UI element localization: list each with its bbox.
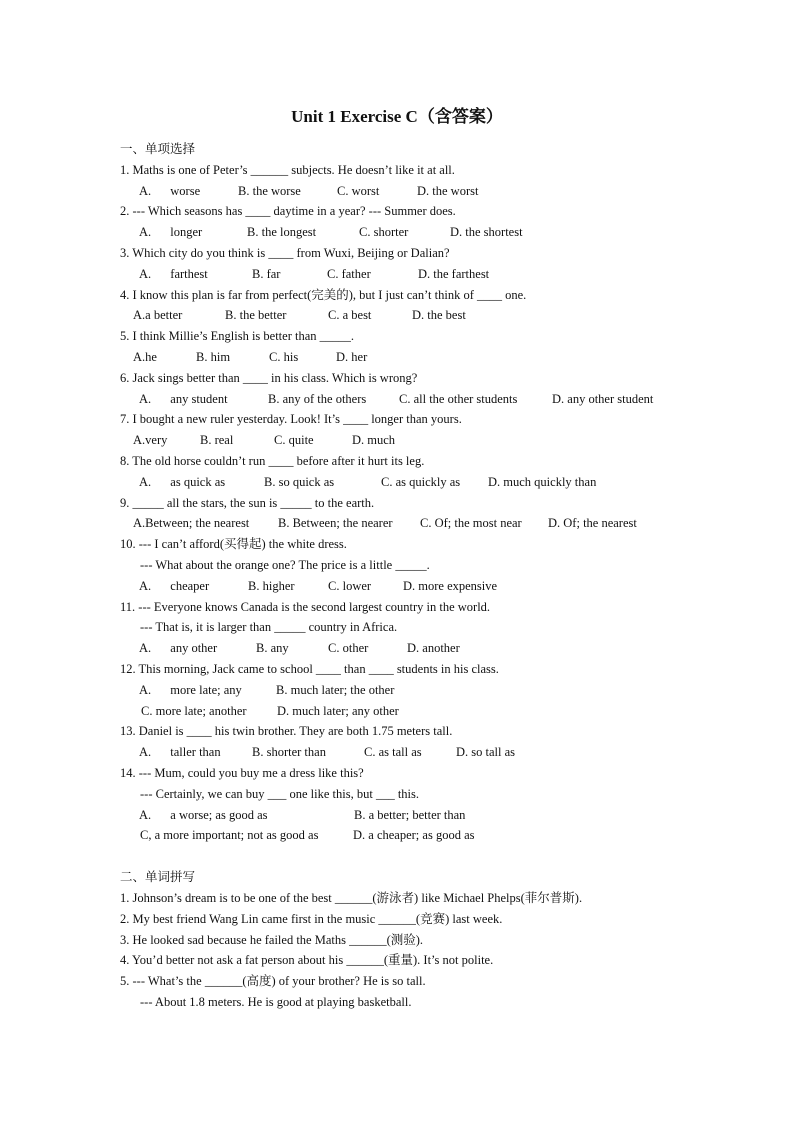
option-b: B. any of the others <box>268 392 367 406</box>
question-stem: 10. --- I can’t afford(买得起) the white dress. <box>120 537 347 551</box>
option-a: A. any other <box>139 641 218 655</box>
option-d: D. the shortest <box>450 225 523 239</box>
option-b: B. real <box>200 433 234 447</box>
option-d: D. much quickly than <box>488 475 597 489</box>
option-d: D. more expensive <box>403 579 498 593</box>
option-a: A. longer <box>139 225 203 239</box>
question-stem: 3. Which city do you think is ____ from Wuxi, Beijing or Dalian? <box>120 246 450 260</box>
spelling-item-continued: --- About 1.8 meters. He is good at playing basketball. <box>140 995 412 1009</box>
option-a: A. a worse; as good as <box>139 808 268 822</box>
option-c: C. as tall as <box>364 745 422 759</box>
option-d: D. much <box>352 433 396 447</box>
option-b: B. the longest <box>247 225 317 239</box>
option-d: D. the worst <box>417 184 479 198</box>
question-stem: 7. I bought a new ruler yesterday. Look! It’s ____ longer than yours. <box>120 412 462 426</box>
question-stem-continued: --- Certainly, we can buy ___ one like this, but ___ this. <box>140 787 419 801</box>
option-c: C. his <box>269 350 299 364</box>
option-c: C. a best <box>328 308 372 322</box>
option-a: A.Between; the nearest <box>133 516 250 530</box>
option-b: B. a better; better than <box>354 808 466 822</box>
option-b: B. so quick as <box>264 475 335 489</box>
option-c: C. other <box>328 641 369 655</box>
option-d: D. her <box>336 350 368 364</box>
option-c: C. lower <box>328 579 372 593</box>
option-a: A.a better <box>133 308 183 322</box>
option-c: C. father <box>327 267 371 281</box>
option-d: D. much later; any other <box>277 704 399 718</box>
option-a: A.very <box>133 433 168 447</box>
option-b: B. Between; the nearer <box>278 516 393 530</box>
question-stem: 13. Daniel is ____ his twin brother. They are both 1.75 meters tall. <box>120 724 453 738</box>
option-a: A.he <box>133 350 157 364</box>
option-a: A. any student <box>139 392 228 406</box>
question-stem: 6. Jack sings better than ____ in his class. Which is wrong? <box>120 371 418 385</box>
option-c: C. more late; another <box>141 704 247 718</box>
question-stem: 11. --- Everyone knows Canada is the second largest country in the world. <box>120 600 491 614</box>
section-heading-spelling: 二、单词拼写 <box>120 870 196 884</box>
option-c: C. as quickly as <box>381 475 461 489</box>
option-c: C, a more important; not as good as <box>140 828 319 842</box>
option-a: A. farthest <box>139 267 208 281</box>
question-stem: 9. _____ all the stars, the sun is _____ to the earth. <box>120 496 375 510</box>
question-stem: 4. I know this plan is far from perfect(完美的), but I just can’t think of ____ one. <box>120 288 527 302</box>
question-stem: 12. This morning, Jack came to school ____ than ____ students in his class. <box>120 662 499 676</box>
option-b: B. shorter than <box>252 745 326 759</box>
option-c: C. Of; the most near <box>420 516 522 530</box>
option-a: A. more late; any <box>139 683 242 697</box>
option-d: D. any other student <box>552 392 654 406</box>
spelling-item: 5. --- What’s the ______(高度) of your brother? He is so tall. <box>120 974 426 988</box>
option-d: D. Of; the nearest <box>548 516 637 530</box>
option-c: C. worst <box>337 184 380 198</box>
option-b: B. much later; the other <box>276 683 395 697</box>
option-b: B. him <box>196 350 231 364</box>
option-b: B. the better <box>225 308 287 322</box>
option-a: A. as quick as <box>139 475 226 489</box>
option-d: D. the best <box>412 308 466 322</box>
spelling-item: 2. My best friend Wang Lin came first in the music ______(竞赛) last week. <box>120 912 503 926</box>
spelling-item: 1. Johnson’s dream is to be one of the best ______(游泳者) like Michael Phelps(菲尔普斯). <box>120 891 583 905</box>
question-stem: 14. --- Mum, could you buy me a dress like this? <box>120 766 364 780</box>
spelling-item: 4. You’d better not ask a fat person about his ______(重量). It’s not polite. <box>120 953 494 967</box>
option-c: C. quite <box>274 433 314 447</box>
option-b: B. the worse <box>238 184 301 198</box>
question-stem: 1. Maths is one of Peter’s ______ subjects. He doesn’t like it at all. <box>120 163 455 177</box>
option-d: D. the farthest <box>418 267 490 281</box>
option-d: D. a cheaper; as good as <box>353 828 475 842</box>
option-a: A. worse <box>139 184 201 198</box>
option-c: C. all the other students <box>399 392 518 406</box>
question-stem: 8. The old horse couldn’t run ____ before after it hurt its leg. <box>120 454 425 468</box>
option-a: A. cheaper <box>139 579 210 593</box>
option-b: B. far <box>252 267 281 281</box>
option-a: A. taller than <box>139 745 221 759</box>
section-heading-choice: 一、单项选择 <box>120 142 196 156</box>
question-stem-continued: --- That is, it is larger than _____ country in Africa. <box>140 620 398 634</box>
option-d: D. another <box>407 641 460 655</box>
spelling-item: 3. He looked sad because he failed the Maths ______(测验). <box>120 933 424 947</box>
question-stem-continued: --- What about the orange one? The price is a little _____. <box>140 558 430 572</box>
option-b: B. higher <box>248 579 295 593</box>
option-c: C. shorter <box>359 225 409 239</box>
page-title: Unit 1 Exercise C（含答案） <box>291 107 503 126</box>
question-stem: 2. --- Which seasons has ____ daytime in a year? --- Summer does. <box>120 204 456 218</box>
question-stem: 5. I think Millie’s English is better than _____. <box>120 329 355 343</box>
option-d: D. so tall as <box>456 745 516 759</box>
option-b: B. any <box>256 641 289 655</box>
